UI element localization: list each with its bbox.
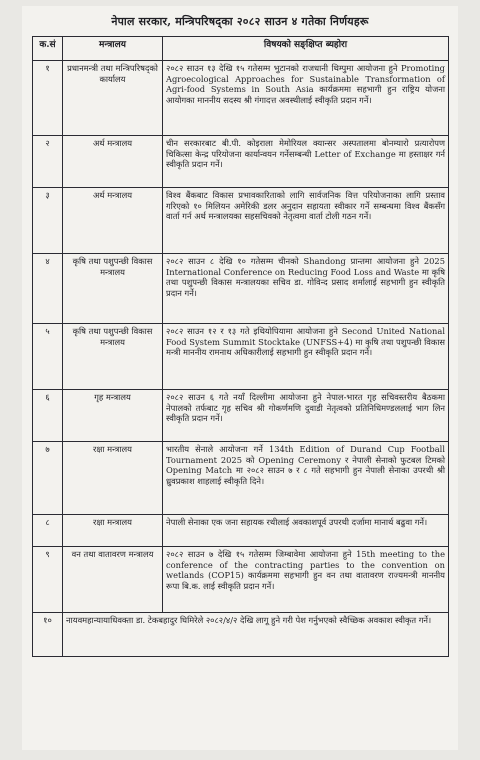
row-serial: ५ — [33, 324, 63, 390]
table-row — [33, 188, 449, 254]
row-summary: २०८२ साउन ६ गते नयाँ दिल्लीमा आयोजना हुने नेपाल-भारत गृह सचिवस्तरीय बैठकमा नेपालको तर्फबाट गृह सचिव श्री गोकर्णमणि दुवाडी नेतृत्वको प्रतिनिधिमण्डललाई भाग लिन स्वीकृति प्रदान गर्ने। — [163, 390, 449, 442]
row-summary: विश्व बैंकबाट विकास प्रभावकारिताको लागि सार्वजनिक वित्त परियोजनाका लागि प्रस्ताव गरिएको १० मिलियन अमेरिकी डलर अनुदान सहायता स्वीकार गर्ने सम्बन्धमा विश्व बैंकसँग वार्ता गर्न अर्थ मन्त्रालयका सहसचिवको नेतृत्वमा वार्ता टोली गठन गर्ने। — [163, 188, 449, 254]
table-row — [33, 324, 449, 390]
row-summary: २०८२ साउन ८ देखि १० गतेसम्म चीनको Shandong प्रान्तमा आयोजना हुने 2025 International Conference on Reducing Food Loss and Waste मा कृषि तथा पशुपन्छी विकास मन्त्रालयका सचिव डा. गोविन्द प्रसाद शर्मालाई सहभागी हुन स्वीकृति प्रदान गर्ने। — [163, 254, 449, 324]
row-serial: ३ — [33, 188, 63, 254]
row-summary: नेपाली सेनाका एक जना सहायक रथीलाई अवकाशपूर्व उपरथी दर्जामा मानार्थ बढुवा गर्ने। — [163, 515, 449, 547]
table-row — [33, 136, 449, 188]
table-row — [33, 442, 449, 515]
row-serial: १० — [33, 613, 63, 657]
row-summary: चीन सरकारबाट बी.पी. कोइराला मेमोरियल क्यान्सर अस्पतालमा बोनम्यारो प्रत्यारोपण चिकित्सा केन्द्र परियोजना कार्यान्वयन गर्नेसम्बन्धी Letter of Exchange मा हस्ताक्षर गर्न स्वीकृति प्रदान गर्ने। — [163, 136, 449, 188]
table-row — [33, 547, 449, 613]
row-serial: ७ — [33, 442, 63, 515]
summary-header: विषयको सङ्क्षिप्त ब्यहोरा — [163, 37, 449, 61]
table-row — [33, 390, 449, 442]
document-page — [22, 6, 458, 750]
row-ministry: रक्षा मन्त्रालय — [63, 442, 163, 515]
row-summary: २०८२ साउन १३ देखि १५ गतेसम्म भुटानको राजधानी थिम्पुमा आयोजना हुने Promoting Agroecological Approaches for Sustainable Transformation of Agri-food Systems in South Asia कार्यक्रममा सहभागी हुन राष्ट्रिय योजना आयोगका माननीय सदस्य श्री गंगादत्त अवस्थीलाई स्वीकृति प्रदान गर्ने। — [163, 61, 449, 136]
row-serial: २ — [33, 136, 63, 188]
row-ministry: वन तथा वातावरण मन्त्रालय — [63, 547, 163, 613]
decisions-table — [32, 36, 449, 657]
table-row — [33, 613, 449, 657]
row-ministry: गृह मन्त्रालय — [63, 390, 163, 442]
row-serial: ४ — [33, 254, 63, 324]
row-serial: ६ — [33, 390, 63, 442]
row-ministry: प्रधानमन्त्री तथा मन्त्रिपरिषद्को कार्यालय — [63, 61, 163, 136]
table-row — [33, 254, 449, 324]
row-summary: भारतीय सेनाले आयोजना गर्ने 134th Edition of Durand Cup Football Tournament 2025 को Opening Ceremony र नेपाली सेनाको फुटबल टिमको Opening Match मा २०८२ साउन ७ र ८ गते सहभागी हुन नेपाली सेनाका उपरथी श्री ध्रुवप्रकाश शाहलाई स्वीकृति दिने। — [163, 442, 449, 515]
row-serial: ९ — [33, 547, 63, 613]
row-ministry: अर्थ मन्त्रालय — [63, 136, 163, 188]
document-title: नेपाल सरकार, मन्त्रिपरिषद्का २०८२ साउन ४ गतेका निर्णयहरू — [111, 15, 369, 28]
row-ministry: अर्थ मन्त्रालय — [63, 188, 163, 254]
row-ministry: कृषि तथा पशुपन्छी विकास मन्त्रालय — [63, 254, 163, 324]
table-row — [33, 61, 449, 136]
ministry-header: मन्त्रालय — [63, 37, 163, 61]
row-ministry: रक्षा मन्त्रालय — [63, 515, 163, 547]
table-row — [33, 515, 449, 547]
row-summary: २०८२ साउन १२ र १३ गते इथियोपियामा आयोजना हुने Second United National Food System Summit Stocktake (UNFSS+4) मा कृषि तथा पशुपन्छी विकास मन्त्री माननीय रामनाथ अधिकारीलाई सहभागी हुन स्वीकृति प्रदान गर्ने। — [163, 324, 449, 390]
row-summary: नायवमहान्यायाधिवक्ता डा. टेकबहादुर घिमिरेले २०८२/४/२ देखि लागू हुने गरी पेश गर्नुभएको स्वैच्छिक अवकाश स्वीकृत गर्ने। — [63, 613, 449, 657]
serial-header: क.सं — [33, 37, 63, 61]
row-summary: २०८२ साउन ७ देखि १५ गतेसम्म जिम्बावेमा आयोजना हुने 15th meeting to the conference of the contracting parties to the convention on wetlands (COP15) कार्यक्रममा सहभागी हुन वन तथा वातावरण राज्यमन्त्री माननीय रूपा बि.क. लाई स्वीकृति प्रदान गर्ने। — [163, 547, 449, 613]
row-ministry: कृषि तथा पशुपन्छी विकास मन्त्रालय — [63, 324, 163, 390]
row-serial: ८ — [33, 515, 63, 547]
table-header-row — [33, 37, 449, 61]
row-serial: १ — [33, 61, 63, 136]
